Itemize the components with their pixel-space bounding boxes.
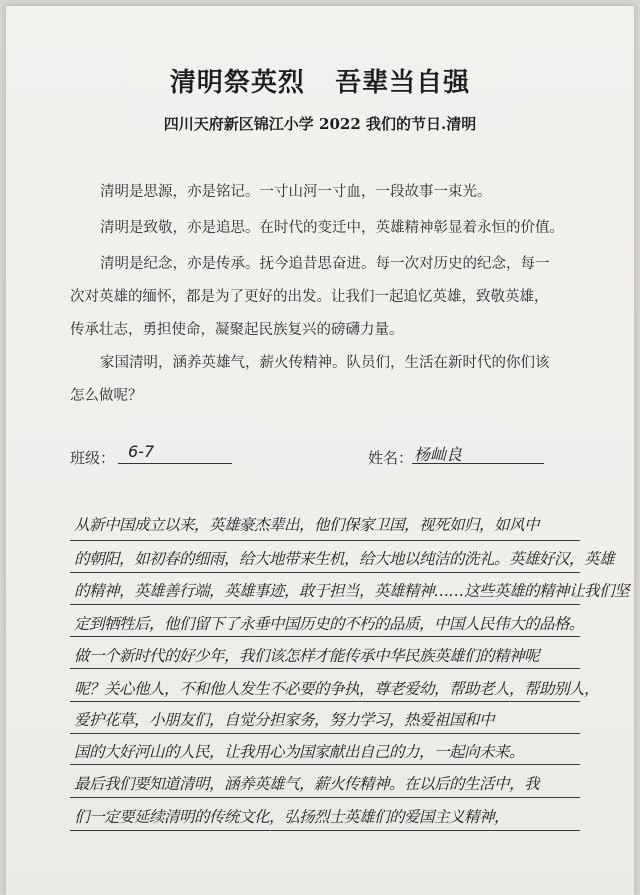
intro-paragraph-3-line-3: 传承壮志，勇担使命，凝聚起民族复兴的磅礴力量。 xyxy=(70,322,404,338)
handwritten-line: 最后我们要知道清明，涵养英雄气，薪火传精神。在以后的生活中，我 xyxy=(74,775,540,793)
writing-rule xyxy=(70,797,580,798)
intro-paragraph-2: 清明是致敬，亦是追思。在时代的变迁中，英雄精神彰显着永恒的价值。 xyxy=(100,220,564,236)
intro-paragraph-4-line-2: 怎么做呢？ xyxy=(70,388,143,404)
handwritten-line: 们一定要延续清明的传统文化，弘扬烈士英雄们的爱国主义精神， xyxy=(74,808,510,826)
handwritten-line: 从新中国成立以来，英雄豪杰辈出，他们保家卫国，视死如归，如风中 xyxy=(74,516,540,534)
handwritten-line: 的朝阳，如初春的细雨，给大地带来生机，给大地以纯洁的洗礼。英雄好汉，英雄 xyxy=(74,550,615,568)
writing-rule xyxy=(70,701,580,702)
handwritten-line: 爱护花草，小朋友们，自觉分担家务，努力学习，热爱祖国和中 xyxy=(74,711,495,729)
writing-rule xyxy=(70,733,580,734)
intro-paragraph-3-line-1: 清明是纪念，亦是传承。抚今追昔思奋进。每一次对历史的纪念，每一 xyxy=(100,256,550,272)
writing-rule xyxy=(70,636,580,637)
name-label: 姓名： xyxy=(368,449,414,467)
page-subtitle: 四川天府新区锦江小学 2022 我们的节日.清明 xyxy=(163,115,477,133)
handwritten-line: 呢？关心他人，不和他人发生不必要的争执，尊老爱幼，帮助老人，帮助别人， xyxy=(74,680,600,698)
name-underline xyxy=(412,463,544,464)
handwritten-line: 的精神，英雄善行端，英雄事迹，敢于担当，英雄精神……这些英雄的精神让我们坚 xyxy=(74,582,630,600)
handwritten-line: 定到牺牲后，他们留下了永垂中国历史的不朽的品质，中国人民伟大的品格。 xyxy=(74,615,585,633)
class-label: 班级： xyxy=(70,449,116,467)
writing-rule xyxy=(70,540,580,541)
writing-rule xyxy=(70,604,580,605)
page-title: 清明祭英烈 吾辈当自强 xyxy=(169,68,471,98)
name-value[interactable]: 杨屾良 xyxy=(414,445,463,464)
writing-rule xyxy=(70,830,580,831)
intro-paragraph-1: 清明是思源，亦是铭记。一寸山河一寸血，一段故事一束光。 xyxy=(100,184,492,200)
class-underline xyxy=(118,463,232,464)
intro-paragraph-3-line-2: 次对英雄的缅怀，都是为了更好的出发。让我们一起追忆英雄，致敬英雄， xyxy=(70,289,549,305)
intro-paragraph-4-line-1: 家国清明，涵养英雄气，薪火传精神。队员们，生活在新时代的你们该 xyxy=(100,355,550,371)
writing-rule xyxy=(70,764,580,765)
class-value[interactable]: 6-7 xyxy=(128,442,155,461)
writing-rule xyxy=(70,572,580,573)
writing-rule xyxy=(70,668,580,669)
handwritten-line: 国的大好河山的人民，让我用心为国家献出自己的力，一起向未来。 xyxy=(74,743,525,761)
handwritten-line: 做一个新时代的好少年，我们该怎样才能传承中华民族英雄们的精神呢 xyxy=(74,647,540,665)
